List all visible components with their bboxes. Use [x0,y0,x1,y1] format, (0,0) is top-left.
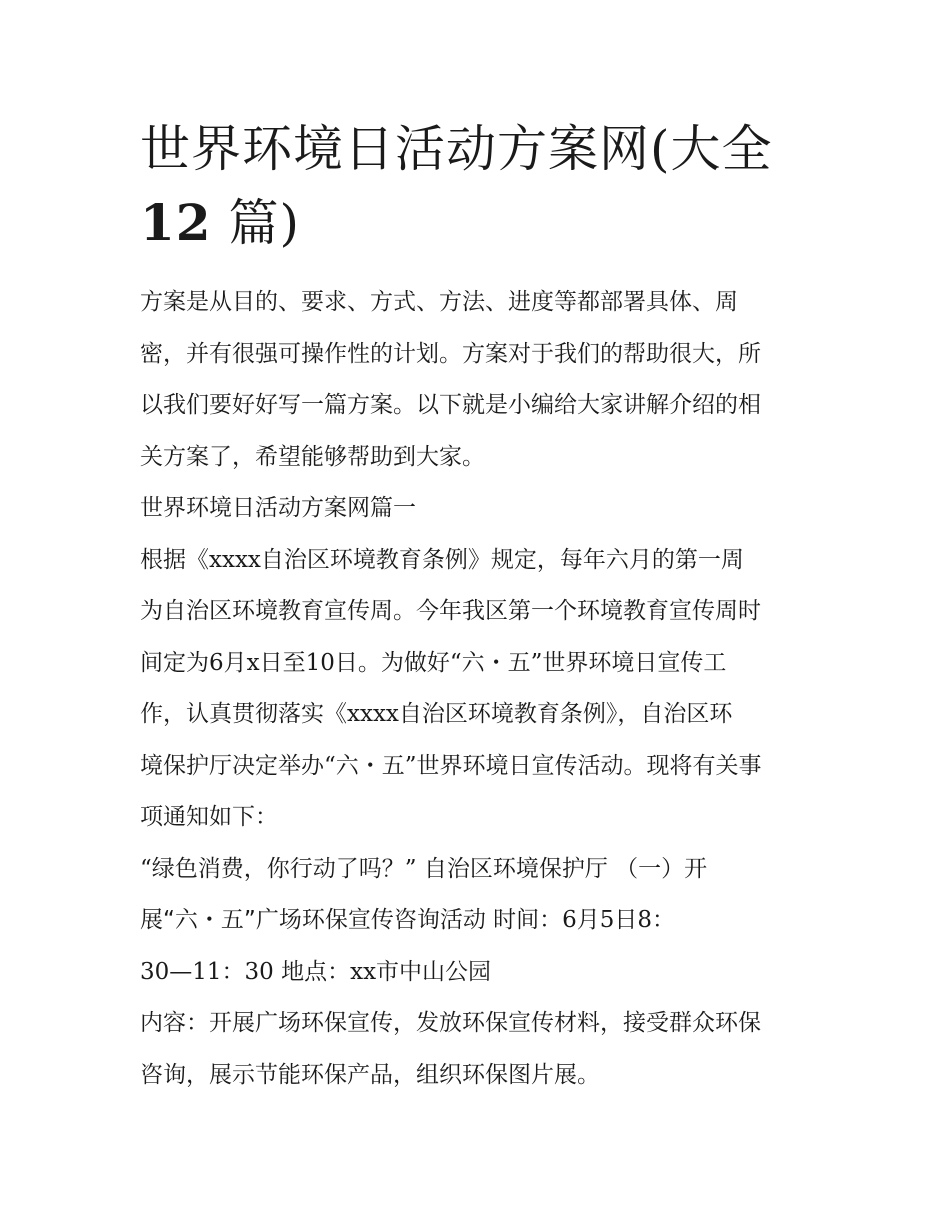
intro-line-1: 方案是从目的、要求、方式、方法、进度等都部署具体、周 [140,289,738,315]
activity-time: ：6月5日8： [539,907,676,933]
para1-line-1: 根据《xxxx自治区环境教育条例》规定，每年六月的第一周 [140,546,744,573]
title-line-2 [140,186,820,260]
intro-line-4: 关方案了，希望能够帮助到大家。 [140,443,485,470]
content-line-1: 内容：开展广场环保宣传，发放环保宣传材料，接受群众环保 [140,1010,761,1036]
para1-line-4: 作，认真贯彻落实《xxxx自治区环境教育条例》，自治区环 [140,701,733,727]
para1-line-2: 为自治区环境教育宣传周。今年我区第一个环境教育宣传周时 [140,598,761,624]
para1-line-6: 项通知如下： [140,804,278,830]
title-suffix: 篇) [228,194,301,252]
para1-line-3: 间定为6月x日至10日。为做好“六・五”世界环境日宣传工 [140,649,727,676]
title-line-1: 世界环境日活动方案网(大全 [140,120,773,178]
theme-line: “绿色消费，你行动了吗？” 自治区环境保护厅 （一）开 [140,855,708,882]
para1-line-5: 境保护厅决定举办“六・五”世界环境日宣传活动。现将有关事 [140,752,762,779]
time-place-line: 30—11：30 地点：xx市中山公园 [140,958,492,985]
document-body [140,277,815,1101]
activity-line [140,895,815,947]
intro-line-3: 以我们要好好写一篇方案。以下就是小编给大家讲解介绍的相 [140,392,761,418]
section-heading: 世界环境日活动方案网篇一 [140,495,416,521]
document-title [140,112,820,260]
activity-prefix: 展 [140,907,163,933]
title-count: 12 [140,193,212,252]
intro-line-2: 密，并有很强可操作性的计划。方案对于我们的帮助很大，所 [140,340,761,367]
activity-title: “六・五”广场环保宣传咨询活动 时间 [163,907,540,933]
content-line-2: 咨询，展示节能环保产品，组织环保图片展。 [140,1061,600,1088]
